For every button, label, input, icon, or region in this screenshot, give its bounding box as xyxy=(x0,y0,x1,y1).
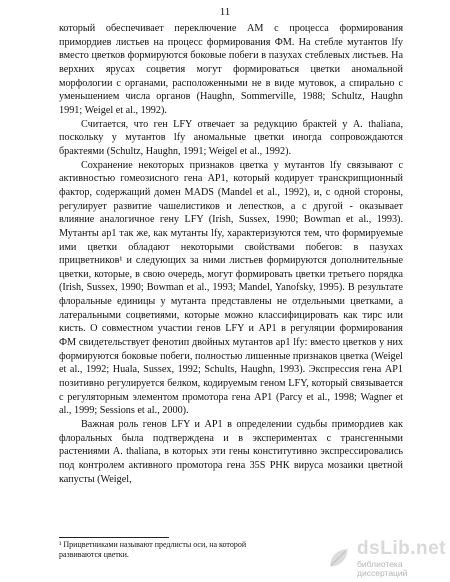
paragraph: Сохранение некоторых признаков цветка у мутантов lfy связывают с активностью гомеозисного гена AP1, который кодирует транскрипционный фактор, содержащий домен MADS (Mandel et al., 1992), и, с одной стороны, регулирует развитие чашелистиков и лепестков, а с другой - оказывает влияние аналогичное гену LFY (Irish, Sussex, 1990; Bowman et al., 1993). Мутанты ap1 так же, как мутанты lfy, характеризуются тем, что формируемые ими цветки обладают некоторыми свойствами побегов: в пазухах прицветников¹ и следующих за ними листьев формируются дополнительные цветки, которые, в свою очередь, могут формировать цветки третьего порядка (Irish, Sussex, 1990; Bowman et al., 1993; Mandel, Yanofsky, 1995). В результате флоральные единицы у мутанта представлены не отдельными цветками, а латеральными соцветиями, которые можно классифицировать как тирс или кисть. О совместном участии генов LFY и AP1 в регуляции формирования ФМ свидетельствует фенотип двойных мутантов ap1 lfy: вместо цветков у них формируются боковые побеги, полностью лишенные признаков цветка (Weigel et al., 1992; Huala, Sussex, 1992; Schults, Haughn, 1993). Экспрессия гена AP1 позитивно регулируется белком, кодируемым геном LFY, который связывается с регуляторным элементом промотора гена AP1 (Parcy et al., 1998; Wagner et al., 1999; Sessions et al., 2000). xyxy=(59,159,403,417)
watermark-subtitle: библиотека диссертаций xyxy=(357,559,408,578)
watermark-name: dsLib.net xyxy=(357,538,446,559)
page-number: 11 xyxy=(219,6,231,18)
paragraph: Считается, что ген LFY отвечает за редукцию брактей у A. thaliana, поскольку у мутантов lfy аномальные цветки иногда сопровождаются брактеями (Schultz, Haughn, 1991; Weigel et al., 1992). xyxy=(59,118,403,157)
paragraph: который обеспечивает переключение АМ с процесса формирования примордиев листьев на процесс формирования ФМ. На стебле мутантов lfy вместо цветков формируются боковые побеги в пазухах стеблевых листьев. На верхних ярусах соцветия могут формироваться цветки аномальной морфологии с органами, расположенными не в виде мутовок, а спирально с уменьшением числа органов (Haughn, Sommerville, 1988; Schultz, Haughn 1991; Weigel et al., 1992). xyxy=(59,23,403,116)
watermark xyxy=(326,538,446,578)
footnote-divider xyxy=(59,537,169,538)
leaf-icon xyxy=(326,543,351,573)
footnote: ¹ Прицветниками называют предлисты оси, на которой развиваются цветки. xyxy=(59,540,247,559)
paragraph: Важная роль генов LFY и AP1 в определении судьбы примордиев как флоральных была подтверждена и в экспериментах с трансгенными растениями A. thaliana, в которых эти гены конститутивно экспрессировались под контролем активного промотора гена 35S РНК вируса мозаики цветной капусты (Weigel, xyxy=(59,419,403,485)
body-text xyxy=(59,22,403,486)
